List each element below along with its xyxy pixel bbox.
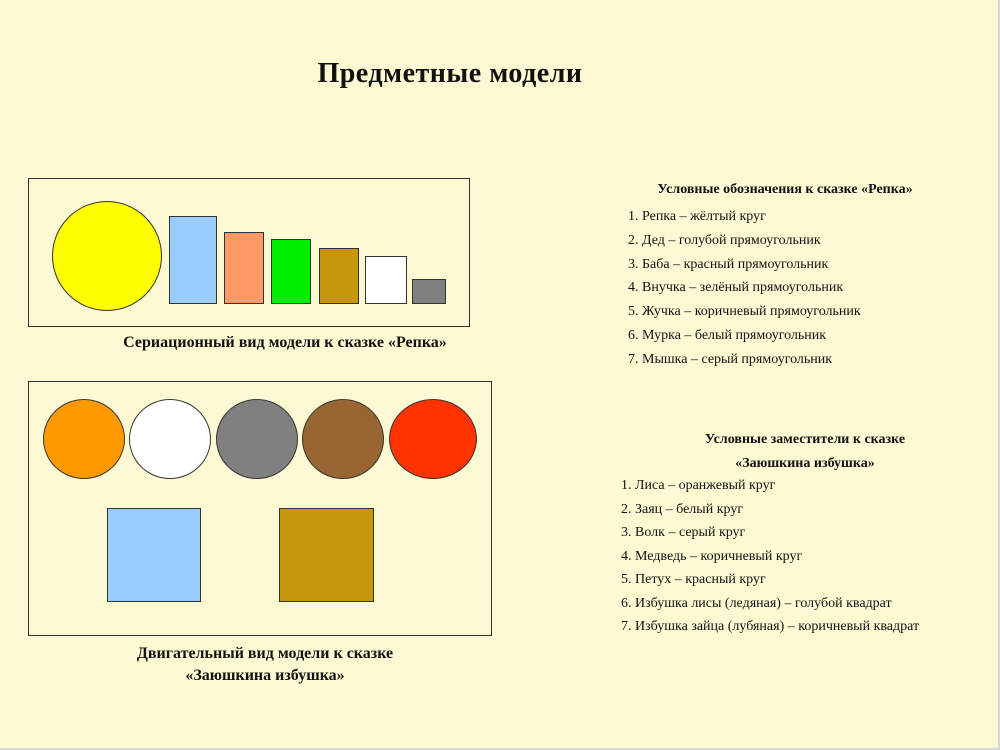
repka-legend-title: Условные обозначения к сказке «Репка» — [657, 182, 913, 197]
repka-model-box — [28, 178, 470, 327]
legend-item: 5. Жучка – коричневый прямоугольник — [628, 304, 861, 320]
legend-item: 1. Лиса – оранжевый круг — [621, 478, 776, 493]
legend-item: 7. Избушка зайца (лубяная) – коричневый квадрат — [621, 619, 920, 634]
legend-item: 2. Заяц – белый круг — [621, 501, 744, 517]
legend-item: 2. Дед – голубой прямоугольник — [628, 232, 821, 248]
izbushka-legend-title-line2: «Заюшкина избушка» — [735, 456, 875, 471]
izbushka-zaitsa-square — [279, 508, 374, 602]
volk-circle — [216, 399, 298, 479]
legend-item: 3. Баба – красный прямоугольник — [628, 256, 829, 272]
legend-item: 5. Петух – красный круг — [621, 572, 766, 587]
izbushka-model-box — [28, 381, 492, 636]
legend-item: 3. Волк – серый круг — [621, 525, 746, 540]
murka-rect — [365, 256, 407, 304]
izbushka-caption-line2: «Заюшкина избушка» — [185, 667, 345, 684]
izbushka-legend-title — [620, 428, 990, 476]
legend-item: 7. Мышка – серый прямоугольник — [628, 351, 833, 367]
repka-legend-list — [628, 205, 861, 372]
izbushka-lisy-square — [107, 508, 201, 602]
izbushka-legend-title-line1: Условные заместители к сказке — [704, 432, 906, 447]
myshka-rect — [412, 279, 446, 304]
legend-item: 6. Мурка – белый прямоугольник — [628, 327, 827, 343]
legend-item: 4. Медведь – коричневый круг — [621, 548, 803, 564]
legend-item: 1. Репка – жёлтый круг — [628, 209, 766, 224]
izbushka-model-caption — [10, 643, 520, 687]
page-title: Предметные модели — [317, 58, 583, 89]
ded-rect — [169, 216, 217, 304]
medved-circle — [302, 399, 384, 479]
legend-item: 4. Внучка – зелёный прямоугольник — [628, 280, 844, 296]
izbushka-caption-line1: Двигательный вид модели к сказке — [136, 645, 394, 662]
lisa-circle — [43, 399, 125, 479]
legend-item: 6. Избушка лисы (ледяная) – голубой квадрат — [621, 595, 892, 611]
izbushka-legend-list — [621, 474, 919, 639]
petukh-circle — [389, 399, 477, 479]
baba-rect — [224, 232, 264, 304]
repka-model-caption: Сериационный вид модели к сказке «Репка» — [123, 334, 447, 351]
zhuchka-rect — [319, 248, 359, 304]
zayats-circle — [129, 399, 211, 479]
vnuchka-rect — [271, 239, 311, 304]
repka-circle — [52, 201, 162, 311]
